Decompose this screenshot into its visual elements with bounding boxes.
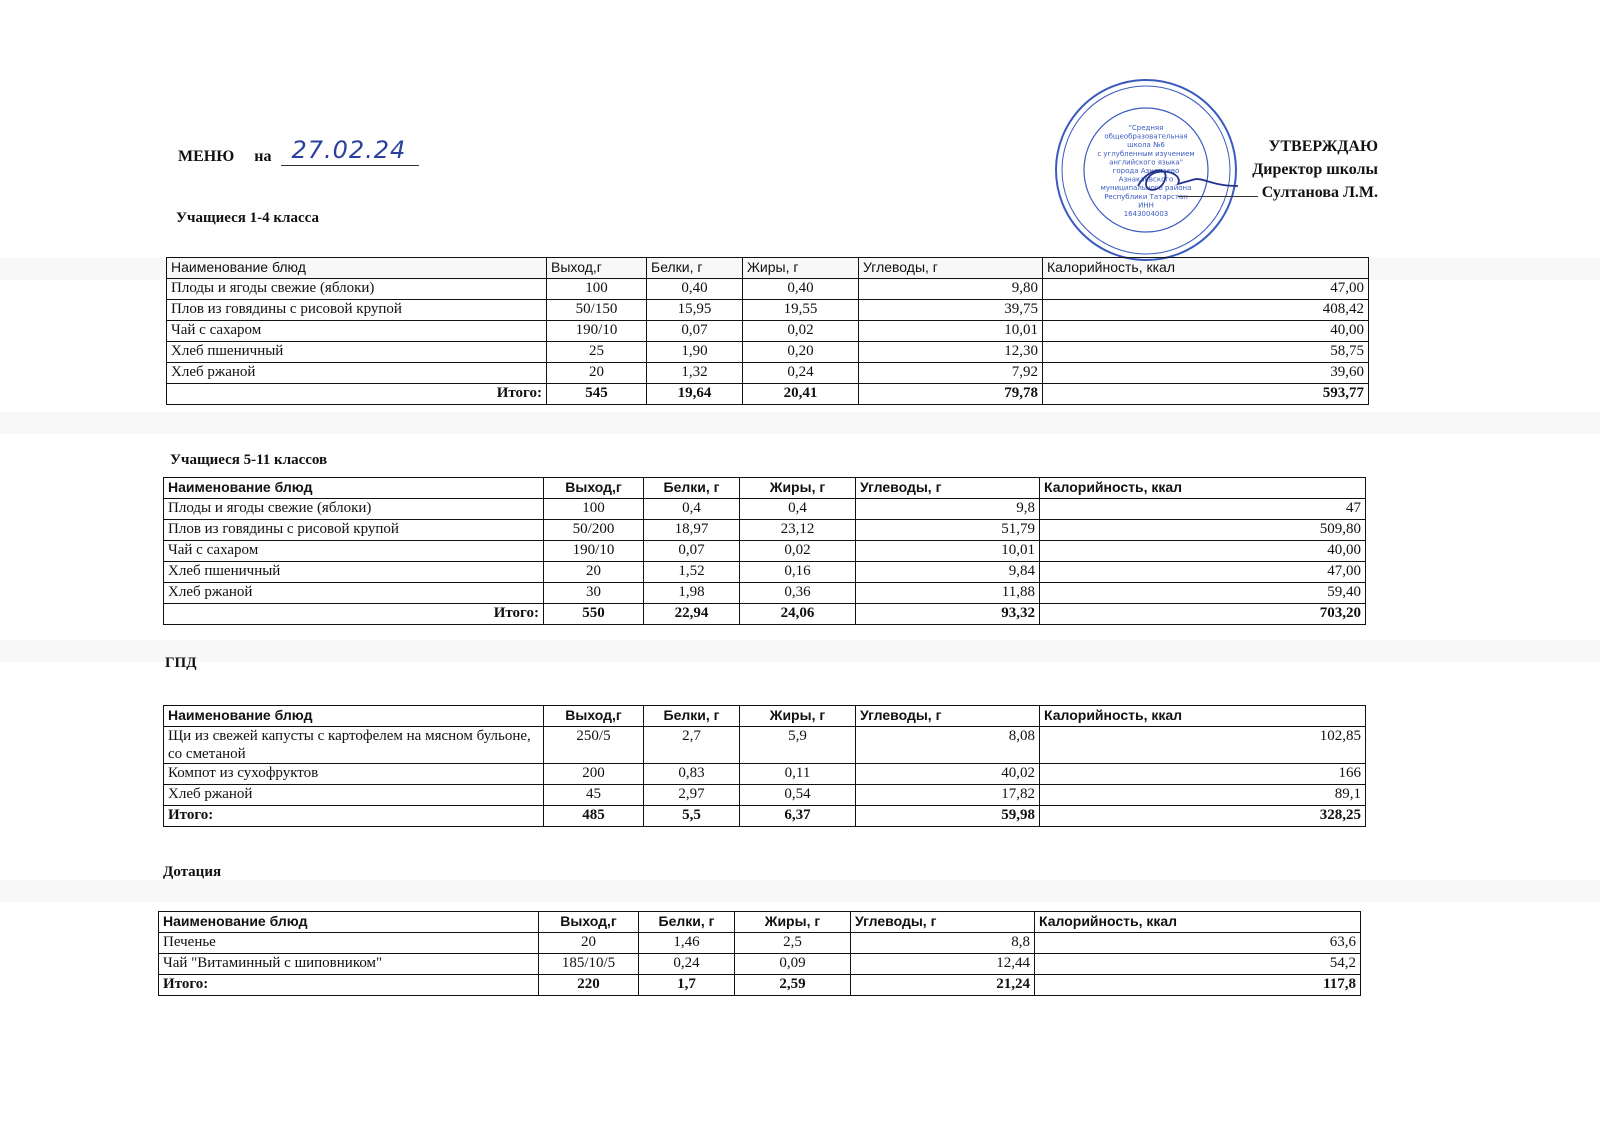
table-row [164,541,1366,562]
fats-cell: 0,24 [743,363,859,384]
carbs-cell: 9,8 [856,499,1040,520]
table-row [164,583,1366,604]
yield-cell: 45 [544,785,644,806]
dish-name-cell: Хлеб ржаной [164,785,544,806]
stamp-text-line: 1643004003 [1123,210,1169,218]
column-header-calories: Калорийность, ккал [1040,478,1366,499]
proteins-cell: 0,24 [639,954,735,975]
total-proteins: 5,5 [644,806,740,827]
stamp-text-line: школа №6 [1127,141,1165,150]
scan-artifact [0,640,1600,662]
section-label: Дотация [163,864,222,880]
dish-name-cell: Плов из говядины с рисовой крупой [167,300,547,321]
table-row [164,562,1366,583]
dish-name-cell: Чай "Витаминный с шиповником" [159,954,539,975]
stamp-text-line: ИНН [1138,201,1154,210]
fats-cell: 2,5 [735,933,851,954]
menu-title [178,136,419,166]
calories-cell: 509,80 [1040,520,1366,541]
proteins-cell: 1,52 [644,562,740,583]
column-header-fats: Жиры, г [740,478,856,499]
column-header-yield: Выход,г [547,258,647,279]
fats-cell: 0,02 [740,541,856,562]
carbs-cell: 10,01 [859,321,1043,342]
total-row [164,604,1366,625]
calories-cell: 40,00 [1040,541,1366,562]
dish-name-cell: Хлеб ржаной [164,583,544,604]
yield-cell: 20 [547,363,647,384]
approve-title: УТВЕРЖДАЮ [1268,138,1378,155]
proteins-cell: 1,90 [647,342,743,363]
proteins-cell: 2,97 [644,785,740,806]
fats-cell: 5,9 [740,727,856,764]
proteins-cell: 1,98 [644,583,740,604]
stamp-text-line: муниципального района [1100,184,1192,193]
fats-cell: 0,16 [740,562,856,583]
total-fats: 20,41 [743,384,859,405]
column-header-proteins: Белки, г [644,706,740,727]
total-yield: 550 [544,604,644,625]
proteins-cell: 0,40 [647,279,743,300]
calories-cell: 89,1 [1040,785,1366,806]
stamp-text-line: с углубленным изучением [1097,149,1195,158]
handwritten-date: 27.02.24 [291,136,407,164]
approval-block [1178,135,1378,204]
column-header-yield: Выход,г [544,706,644,727]
column-header-proteins: Белки, г [647,258,743,279]
dish-name-cell: Печенье [159,933,539,954]
yield-cell: 50/200 [544,520,644,541]
total-calories: 328,25 [1040,806,1366,827]
column-header-fats: Жиры, г [740,706,856,727]
calories-cell: 39,60 [1043,363,1369,384]
menu-label: МЕНЮ [178,148,235,165]
table-row [164,764,1366,785]
table-row [167,363,1369,384]
yield-cell: 50/150 [547,300,647,321]
column-header-calories: Калорийность, ккал [1035,912,1361,933]
carbs-cell: 11,88 [856,583,1040,604]
fats-cell: 0,36 [740,583,856,604]
table-row [167,321,1369,342]
total-yield: 220 [539,975,639,996]
dish-name-cell: Плоды и ягоды свежие (яблоки) [167,279,547,300]
total-calories: 593,77 [1043,384,1369,405]
proteins-cell: 0,83 [644,764,740,785]
section-label: Учащиеся 1-4 класса [176,210,319,226]
calories-cell: 63,6 [1035,933,1361,954]
table-header-row [167,258,1369,279]
total-label: Итого: [159,975,539,996]
column-header-proteins: Белки, г [639,912,735,933]
column-header-carbs: Углеводы, г [856,706,1040,727]
calories-cell: 59,40 [1040,583,1366,604]
column-header-calories: Калорийность, ккал [1040,706,1366,727]
total-carbs: 79,78 [859,384,1043,405]
total-fats: 24,06 [740,604,856,625]
table-row [164,727,1366,764]
total-proteins: 1,7 [639,975,735,996]
column-header-calories: Калорийность, ккал [1043,258,1369,279]
stamp-text-line: "Средняя [1128,124,1164,132]
fats-cell: 0,40 [743,279,859,300]
column-header-yield: Выход,г [544,478,644,499]
fats-cell: 19,55 [743,300,859,321]
column-header-yield: Выход,г [539,912,639,933]
column-header-fats: Жиры, г [743,258,859,279]
proteins-cell: 0,4 [644,499,740,520]
column-header-dish-name: Наименование блюд [159,912,539,933]
menu-table [163,705,1366,827]
carbs-cell: 12,44 [851,954,1035,975]
dish-name-cell: Плов из говядины с рисовой крупой [164,520,544,541]
menu-table [158,911,1361,996]
column-header-fats: Жиры, г [735,912,851,933]
proteins-cell: 1,46 [639,933,735,954]
table-header-row [159,912,1361,933]
stamp-text-line: города Азнакаево [1112,167,1180,175]
yield-cell: 185/10/5 [539,954,639,975]
total-fats: 2,59 [735,975,851,996]
column-header-dish-name: Наименование блюд [164,478,544,499]
calories-cell: 408,42 [1043,300,1369,321]
yield-cell: 20 [544,562,644,583]
table-row [167,300,1369,321]
total-proteins: 19,64 [647,384,743,405]
section-label: Учащиеся 5-11 классов [170,452,328,468]
carbs-cell: 40,02 [856,764,1040,785]
proteins-cell: 1,32 [647,363,743,384]
yield-cell: 200 [544,764,644,785]
proteins-cell: 0,07 [644,541,740,562]
total-calories: 117,8 [1035,975,1361,996]
column-header-proteins: Белки, г [644,478,740,499]
signature-line [1178,196,1258,197]
yield-cell: 25 [547,342,647,363]
fats-cell: 0,09 [735,954,851,975]
fats-cell: 0,02 [743,321,859,342]
carbs-cell: 9,84 [856,562,1040,583]
total-carbs: 21,24 [851,975,1035,996]
column-header-carbs: Углеводы, г [856,478,1040,499]
fats-cell: 23,12 [740,520,856,541]
stamp-text-line: Республики Татарстан [1104,192,1188,201]
column-header-dish-name: Наименование блюд [164,706,544,727]
total-calories: 703,20 [1040,604,1366,625]
dish-name-cell: Хлеб ржаной [167,363,547,384]
fats-cell: 0,54 [740,785,856,806]
column-header-carbs: Углеводы, г [859,258,1043,279]
table-row [167,342,1369,363]
carbs-cell: 39,75 [859,300,1043,321]
yield-cell: 250/5 [544,727,644,764]
yield-cell: 190/10 [547,321,647,342]
column-header-dish-name: Наименование блюд [167,258,547,279]
carbs-cell: 12,30 [859,342,1043,363]
fats-cell: 0,4 [740,499,856,520]
table-row [164,499,1366,520]
total-carbs: 59,98 [856,806,1040,827]
calories-cell: 166 [1040,764,1366,785]
total-proteins: 22,94 [644,604,740,625]
table-row [159,933,1361,954]
carbs-cell: 8,08 [856,727,1040,764]
menu-table [163,477,1366,625]
calories-cell: 47 [1040,499,1366,520]
table-header-row [164,478,1366,499]
dish-name-cell: Плоды и ягоды свежие (яблоки) [164,499,544,520]
scan-artifact [0,880,1600,902]
yield-cell: 100 [544,499,644,520]
director-name: Султанова Л.М. [1261,184,1378,201]
dish-name-cell: Чай с сахаром [167,321,547,342]
table-row [167,279,1369,300]
total-yield: 485 [544,806,644,827]
section-label: ГПД [165,655,197,671]
total-yield: 545 [547,384,647,405]
total-label: Итого: [164,806,544,827]
yield-cell: 20 [539,933,639,954]
total-row [159,975,1361,996]
proteins-cell: 15,95 [647,300,743,321]
total-label: Итого: [164,604,544,625]
table-header-row [164,706,1366,727]
column-header-carbs: Углеводы, г [851,912,1035,933]
scan-artifact [0,412,1600,434]
proteins-cell: 18,97 [644,520,740,541]
stamp-text-line: Азнакаевского [1118,175,1174,184]
dish-name-cell: Хлеб пшеничный [167,342,547,363]
calories-cell: 58,75 [1043,342,1369,363]
table-row [159,954,1361,975]
carbs-cell: 9,80 [859,279,1043,300]
table-row [164,520,1366,541]
total-label: Итого: [167,384,547,405]
calories-cell: 40,00 [1043,321,1369,342]
yield-cell: 30 [544,583,644,604]
calories-cell: 54,2 [1035,954,1361,975]
proteins-cell: 0,07 [647,321,743,342]
dish-name-cell: Чай с сахаром [164,541,544,562]
calories-cell: 47,00 [1043,279,1369,300]
fats-cell: 0,20 [743,342,859,363]
carbs-cell: 10,01 [856,541,1040,562]
table-row [164,785,1366,806]
proteins-cell: 2,7 [644,727,740,764]
dish-name-cell: Хлеб пшеничный [164,562,544,583]
calories-cell: 102,85 [1040,727,1366,764]
on-label: на [254,148,272,165]
carbs-cell: 51,79 [856,520,1040,541]
stamp-text-line: общеобразовательная [1104,132,1188,141]
date-field [281,136,419,166]
yield-cell: 100 [547,279,647,300]
total-row [164,806,1366,827]
yield-cell: 190/10 [544,541,644,562]
calories-cell: 47,00 [1040,562,1366,583]
total-fats: 6,37 [740,806,856,827]
stamp-text-line: английского языка" [1109,158,1183,167]
fats-cell: 0,11 [740,764,856,785]
carbs-cell: 8,8 [851,933,1035,954]
dish-name-cell: Компот из сухофруктов [164,764,544,785]
total-row [167,384,1369,405]
dish-name-cell: Щи из свежей капусты с картофелем на мясном бульоне, со сметаной [164,727,544,764]
carbs-cell: 17,82 [856,785,1040,806]
director-title: Директор школы [1252,161,1378,178]
total-carbs: 93,32 [856,604,1040,625]
carbs-cell: 7,92 [859,363,1043,384]
menu-table [166,257,1369,405]
